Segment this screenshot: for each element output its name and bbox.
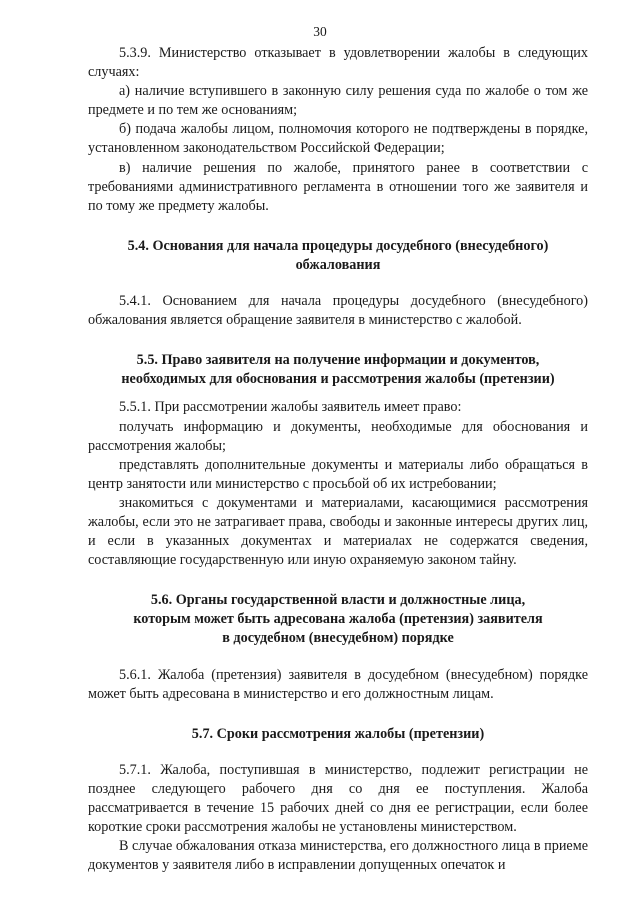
paragraph-5-6-1: 5.6.1. Жалоба (претензия) заявителя в досудебном (внесудебном) порядке может быть адресована в министерство и его должностным лицам.	[88, 666, 588, 702]
paragraph-5-4-1: 5.4.1. Основанием для начала процедуры досудебного (внесудебного) обжалования является обращение заявителя в министерство с жалобой.	[88, 293, 588, 329]
heading-line: обжалования	[295, 256, 381, 273]
section-5-7	[88, 725, 588, 876]
section-heading-5-5	[88, 351, 588, 389]
heading-line: которым может быть адресована жалоба (претензия) заявителя	[133, 611, 543, 628]
paragraph-5-3-9-intro: 5.3.9. Министерство отказывает в удовлетворении жалобы в следующих случаях:	[88, 45, 588, 81]
section-heading-5-7: 5.7. Сроки рассмотрения жалобы (претензии)	[191, 725, 485, 742]
section-heading-5-4	[88, 237, 588, 275]
heading-line: 5.6. Органы государственной власти и должностные лица,	[150, 592, 526, 609]
document-body	[88, 44, 588, 875]
heading-line: 5.4. Основания для начала процедуры досудебного (внесудебного)	[127, 237, 549, 254]
section-5-3-9	[88, 44, 588, 216]
page-number: 30	[313, 24, 327, 39]
section-5-4	[88, 237, 588, 330]
paragraph-right-info: получать информацию и документы, необходимые для обоснования и рассмотрения жалобы;	[88, 418, 588, 454]
list-item-b: б) подача жалобы лицом, полномочия которого не подтверждены в порядке, установленном законодательством Российской Федерации;	[88, 121, 588, 157]
section-5-5	[88, 351, 588, 570]
paragraph-5-5-1: 5.5.1. При рассмотрении жалобы заявитель имеет право:	[119, 399, 462, 416]
paragraph-5-7-appeal: В случае обжалования отказа министерства, его должностного лица в приеме документов у заявителя либо в исправлении допущенных опечаток и	[88, 838, 588, 874]
paragraph-5-7-1: 5.7.1. Жалоба, поступившая в министерство, подлежит регистрации не позднее следующего рабочего дня со дня ее поступления. Жалоба рассматривается в течение 15 рабочих дней со дня ее регистрации, если более короткие сроки рассмотрения жалобы не установлены министерством.	[88, 761, 588, 836]
section-heading-5-6	[88, 591, 588, 648]
heading-line: 5.5. Право заявителя на получение информации и документов,	[136, 352, 540, 369]
section-5-6	[88, 591, 588, 703]
list-item-v: в) наличие решения по жалобе, принятого ранее в соответствии с требованиями административного регламента в отношении того же заявителя и по тому же предмету жалобы.	[88, 159, 588, 214]
heading-line: в досудебном (внесудебном) порядке	[222, 630, 454, 647]
paragraph-right-documents: представлять дополнительные документы и материалы либо обращаться в центр занятости или министерство с просьбой об их истребовании;	[88, 456, 588, 492]
paragraph-right-familiarize: знакомиться с документами и материалами, касающимися рассмотрения жалобы, если это не затрагивает права, свободы и законные интересы других лиц, и если в указанных документах и материалах не содержатся сведения, составляющие государственную или иную охраняемую законом тайну.	[88, 494, 588, 569]
heading-line: необходимых для обоснования и рассмотрения жалобы (претензии)	[121, 371, 555, 388]
list-item-a: а) наличие вступившего в законную силу решения суда по жалобе о том же предмете и по тем же основаниям;	[88, 83, 588, 119]
